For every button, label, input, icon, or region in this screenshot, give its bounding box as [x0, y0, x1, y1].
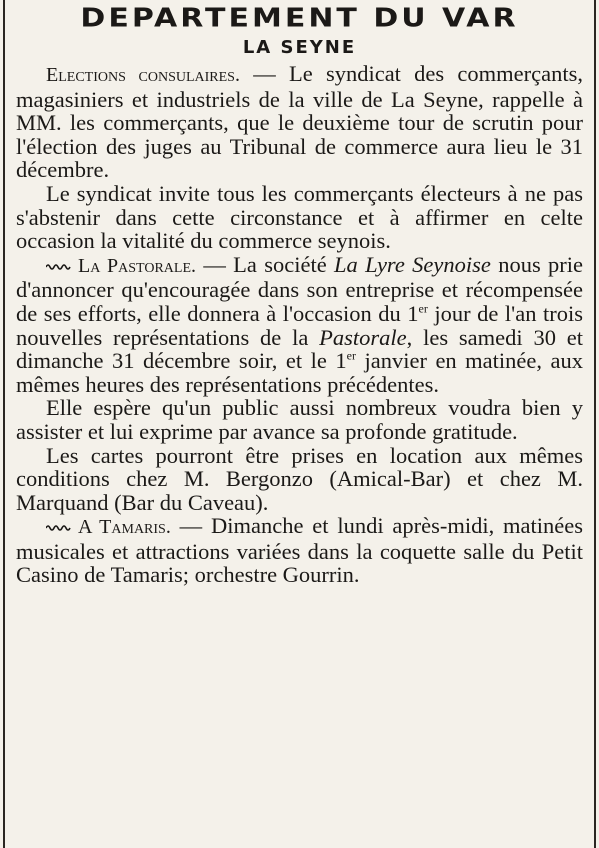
article-title-tamaris: A Tamaris. — [78, 516, 171, 539]
article-text-pastorale-e: janvier en matinée, aux mêmes heures des représentations précédentes. — [16, 348, 584, 397]
article-text-tamaris: — Dimanche et lundi après-midi, matinées musicales et attractions variées dans la coquette salle du Petit Casino de Tamaris; orchestre Gourrin. — [16, 513, 584, 588]
article-text-pastorale-d: , les samedi 30 et dimanche 31 décembre soir, et le 1 — [16, 324, 583, 374]
section-heading: DEPARTEMENT DU VAR — [80, 3, 519, 34]
column-rule-right — [594, 0, 596, 848]
article-title-pastorale: La Pastorale. — [78, 254, 197, 277]
article-text-elections: — Le syndicat des commerçants, magasiniers et industriels de la ville de La Seyne, rappelle à MM. les commerçants, que le deuxième tour de scrutin pour l'élection des juges au Tribunal de commerce aura lieu le 31 décembre. — [16, 61, 583, 183]
article-text-pastorale-b: nous prie d'annoncer qu'encouragée dans son entreprise et récompensée de ses efforts, elle donnera à l'occasion du 1 — [16, 251, 584, 326]
article-public — [16, 396, 583, 443]
article-elections — [16, 62, 583, 182]
article-text-pastorale-c: jour de l'an trois nouvelles représentations de la — [16, 300, 583, 350]
wavy-dash-ornament-icon — [46, 263, 72, 271]
wavy-dash-ornament-icon — [46, 524, 72, 532]
play-name: Pastorale — [319, 324, 407, 350]
article-title-elections: Elections consulaires. — [46, 64, 240, 86]
article-cartes — [16, 444, 583, 515]
column-rule-left — [3, 0, 5, 848]
article-text-cartes: Les cartes pourront être prises en location aux mêmes conditions chez M. Bergonzo (Amical-Bar) et chez M. Marquand (Bar du Caveau). — [16, 442, 583, 515]
article-text-syndicat: Le syndicat invite tous les commerçants électeurs à ne pas s'abstenir dans cette circonstance et à affirmer en celte occasion la vitalité du commerce seynois. — [16, 180, 583, 254]
article-text-pastorale-a: — La société — [203, 251, 327, 277]
town-heading: LA SEYNE — [242, 37, 357, 58]
article-pastorale — [16, 253, 583, 397]
society-name: La Lyre Seynoise — [334, 251, 491, 277]
ordinal-suffix-2: er — [346, 348, 356, 363]
ordinal-suffix-1: er — [418, 301, 428, 316]
article-syndicat — [16, 182, 583, 253]
article-tamaris — [16, 514, 583, 587]
article-text-public: Elle espère qu'un public aussi nombreux voudra bien y assister et lui exprime par avance sa profonde gratitude. — [16, 395, 583, 444]
